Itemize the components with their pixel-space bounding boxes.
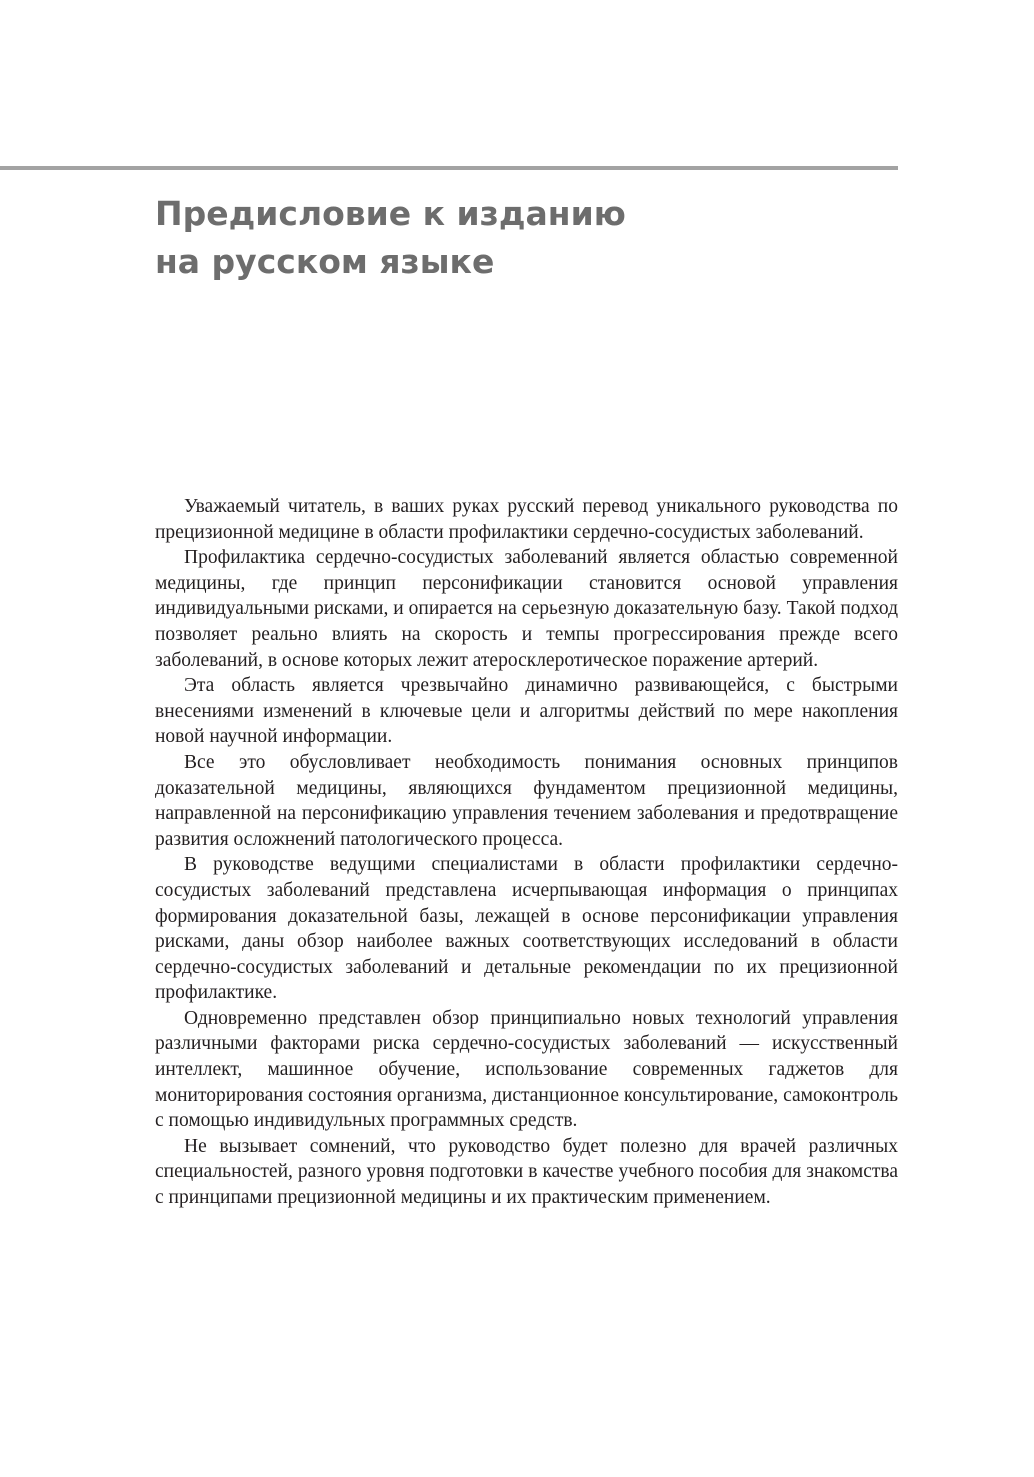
paragraph-2: Профилактика сердечно-сосудистых заболеваний является областью современной медицины, где принцип персонификации становится основой управления индивидуальными рисками, и опирается на серьезную доказательную базу. Такой подход позволяет реально влиять на скорость и темпы прогрессирования прежде всего заболеваний, в основе которых лежит атеросклеротическое поражение артерий. xyxy=(155,547,898,671)
page-title-line-2: на русском языке xyxy=(155,242,495,281)
header-rule xyxy=(0,166,898,170)
paragraph-6: Одновременно представлен обзор принципиально новых технологий управления различными факторами риска сердечно-сосудистых заболеваний — искусственный интеллект, машинное обучение, использование современных гаджетов для мониторирования состояния организма, дистанционное консультирование, самоконтроль с помощью индивидульных программных средств. xyxy=(155,1007,898,1132)
paragraph-4: Все это обусловливает необходимость понимания основных принципов доказательной медицины, являющихся фундаментом прецизионной медицины, направленной на персонификацию управления течением заболевания и предотвращение развития осложнений патологического процесса. xyxy=(155,751,898,850)
paragraph-1: Уважаемый читатель, в ваших руках русский перевод уникального руководства по прецизионной медицине в области профилактики сердечно-сосудистых заболеваний. xyxy=(155,496,898,543)
page-title xyxy=(155,190,898,286)
paragraph-7: Не вызывает сомнений, что руководство будет полезно для врачей различных специальностей, разного уровня подготовки в качестве учебного пособия для знакомства с принципами прецизионной медицины и их практическим применением. xyxy=(155,1135,898,1209)
page-title-line-1: Предисловие к изданию xyxy=(155,194,626,233)
body-text xyxy=(155,494,898,1211)
paragraph-5: В руководстве ведущими специалистами в области профилактики сердечно-сосудистых заболеваний представлена исчерпывающая информация о принципах формирования доказательной базы, лежащей в основе персонификации управления рисками, даны обзор наиболее важных соответствующих исследований в области сердечно-сосудистых заболеваний и детальные рекомендации по их прецизионной профилактике. xyxy=(155,854,898,1004)
paragraph-3: Эта область является чрезвычайно динамично развивающейся, с быстрыми внесениями изменений в ключевые цели и алгоритмы действий по мере накопления новой научной информации. xyxy=(155,675,898,748)
